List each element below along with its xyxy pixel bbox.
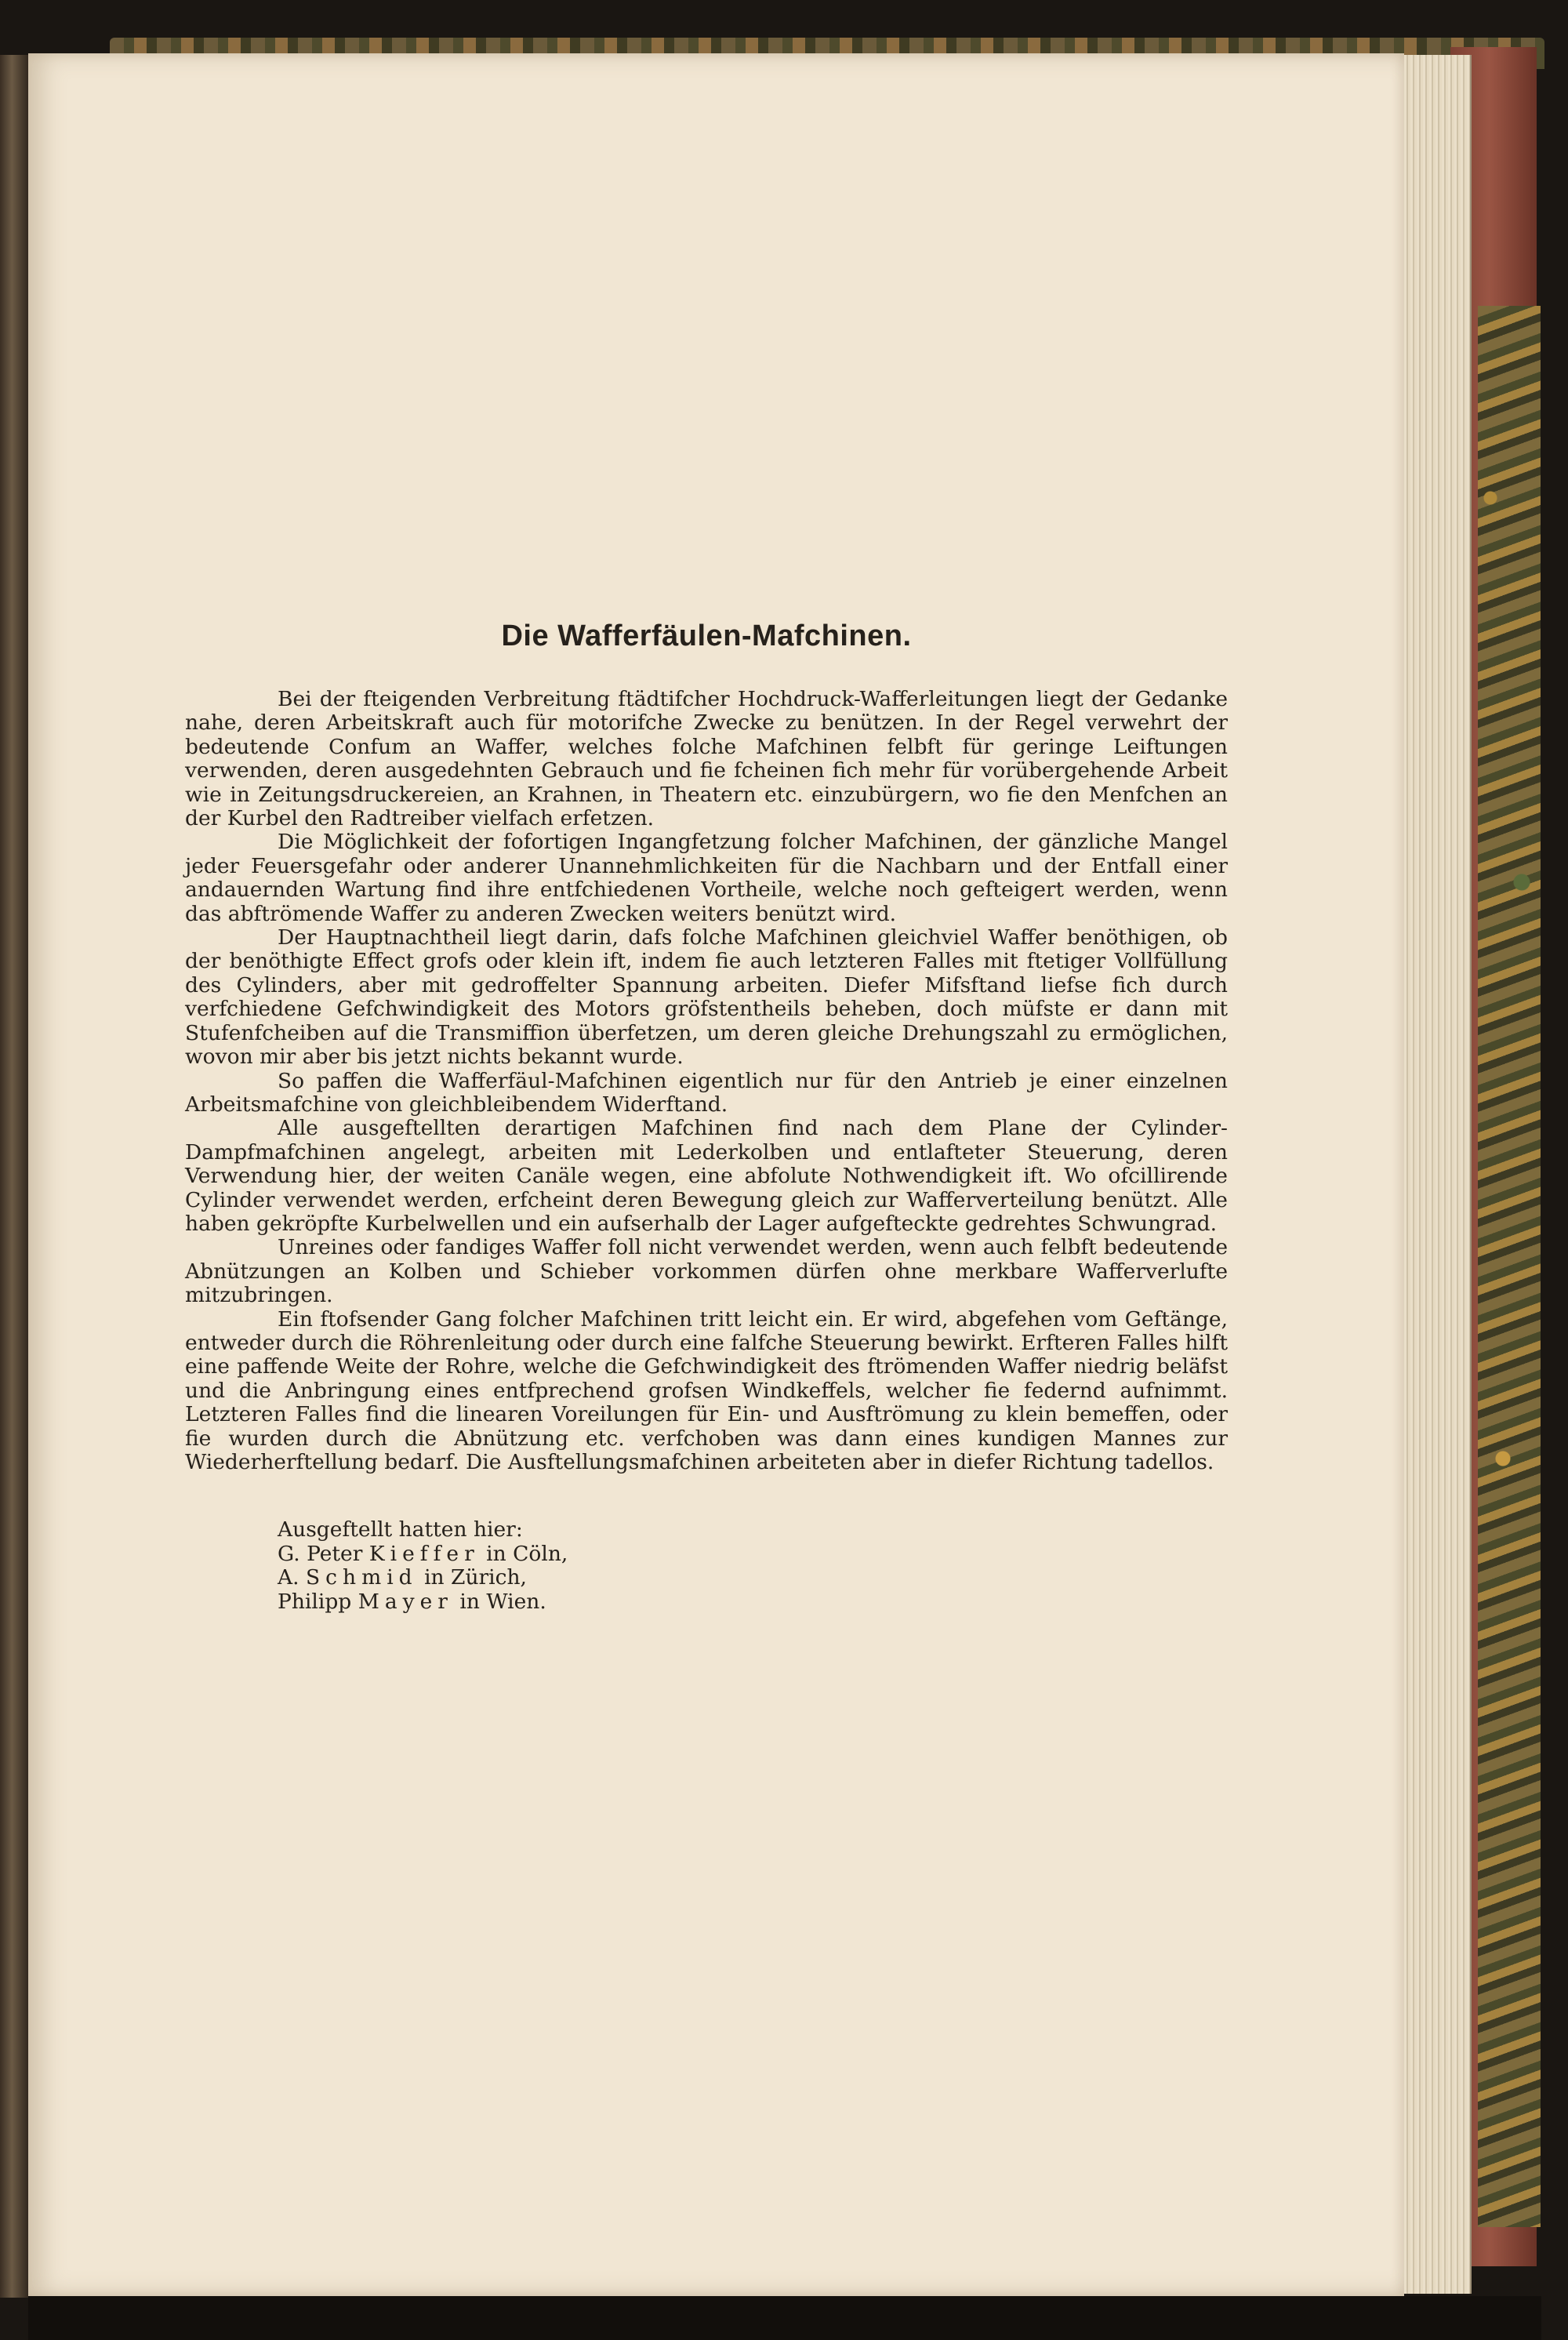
scan-background — [28, 2296, 1541, 2340]
exhibitor-name: Mayer — [358, 1589, 453, 1614]
paragraph: Bei der fteigenden Verbreitung ftädtifcher Hochdruck-Wafferleitungen liegt der Gedanke nahe, deren Arbeitskraft auch für motorifche Zwecke zu benützen. In der Regel verwehrt der bedeutende Confum an Waffer, welches folche Mafchinen felbft für geringe Leiftungen verwenden, deren ausgedehnten Gebrauch und fie fcheinen fich mehr für vorübergehende Arbeit wie in Zeitungsdruckereien, an Krahnen, in Theatern etc. einzubürgern, wo fie den Menfchen an der Kurbel den Radtreiber vielfach erfetzen. — [185, 687, 1228, 831]
paragraph: Ein ftofsender Gang folcher Mafchinen tritt leicht ein. Er wird, abgefehen vom Geftänge, entweder durch die Röhrenleitung oder durch eine falfche Steuerung bewirkt. Erfteren Falles hilft eine paffende Weite der Rohre, welche die Gefchwindigkeit des ftrömenden Waffer niedrig beläfst und die Anbringung eines entfprechend grofsen Windkeffels, welcher fie federnd aufnimmt. Letzteren Falles find die linearen Voreilungen für Ein- und Ausftrömung zu klein bemeffen, oder fie wurden durch die Abnützung etc. verfchoben was dann eines kundigen Mannes zur Wiederherftellung bedarf. Die Ausftellungsmafchinen arbeiteten aber in diefer Richtung tadellos. — [185, 1306, 1228, 1474]
paragraph: Der Hauptnachtheil liegt darin, dafs folche Mafchinen gleichviel Waffer benöthigen, ob der benöthigte Effect grofs oder klein ift, indem fie auch letzteren Falles mit ftetiger Vollfüllung des Cylinders, aber mit gedroffelter Spannung arbeiten. Diefer Mifsftand liefse fich durch verfchiedene Gefchwindigkeit des Motors gröfstentheils beheben, doch müfste er dann mit Stufenfcheiben auf die Transmiffion überfetzen, um deren gleiche Drehungszahl zu ermöglichen, wovon mir aber bis jetzt nichts bekannt wurde. — [185, 925, 1228, 1070]
exhibitor-name: Kieffer — [368, 1541, 480, 1566]
exhibitor-location: in Zürich, — [417, 1565, 527, 1590]
exhibitor-entry — [278, 1542, 1228, 1566]
exhibitor-name: Schmid — [306, 1565, 418, 1590]
paragraph: So paffen die Wafferfäul-Mafchinen eigentlich nur für den Antrieb je einer einzelnen Arbeitsmafchine von gleichbleibendem Widerftand. — [185, 1068, 1228, 1117]
exhibitor-location: in Cöln, — [479, 1541, 568, 1566]
exhibitors-heading: Ausgeftellt hatten hier: — [278, 1517, 523, 1542]
exhibitor-prefix: G. Peter — [278, 1541, 369, 1566]
article-title: Die Wafferfäulen-Mafchinen. — [501, 620, 912, 652]
paragraph: Alle ausgeftellten derartigen Mafchinen find nach dem Plane der Cylinder-Dampfmafchinen angelegt, arbeiten mit Lederkolben und entlafteter Steuerung, deren Verwendung hier, der weiten Canäle wegen, eine abfolute Nothwendigkeit ift. Wo ofcillirende Cylinder verwendet werden, erfcheint deren Bewegung gleich zur Wafferverteilung benützt. Alle haben gekröpfte Kurbelwellen und ein aufserhalb der Lager aufgefteckte gedrehtes Schwungrad. — [185, 1116, 1228, 1236]
exhibitor-location: in Wien. — [452, 1589, 546, 1614]
paragraph: Die Möglichkeit der fofortigen Ingangfetzung folcher Mafchinen, der gänzliche Mangel jeder Feuersgefahr oder anderer Unannehmlichkeiten für die Nachbarn und der Entfall einer andauernden Wartung find ihre entfchiedenen Vortheile, welche noch gefteigert werden, wenn das abftrömende Waffer zu anderen Zwecken weiters benützt wird. — [185, 830, 1228, 926]
exhibitors-list — [185, 1518, 1228, 1614]
article — [185, 620, 1228, 1614]
exhibitor-prefix: Philipp — [278, 1589, 358, 1614]
book-spine-left — [0, 55, 30, 2298]
exhibitor-entry — [278, 1590, 1228, 1614]
exhibitor-prefix: A. — [278, 1565, 306, 1590]
exhibitor-entry — [278, 1566, 1228, 1590]
paragraph: Unreines oder fandiges Waffer foll nicht verwendet werden, wenn auch felbft bedeutende Abnützungen an Kolben und Schieber vorkommen dürfen ohne merkbare Wafferverlufte mitzubringen. — [185, 1235, 1228, 1308]
marbled-endpaper — [1478, 306, 1541, 2227]
